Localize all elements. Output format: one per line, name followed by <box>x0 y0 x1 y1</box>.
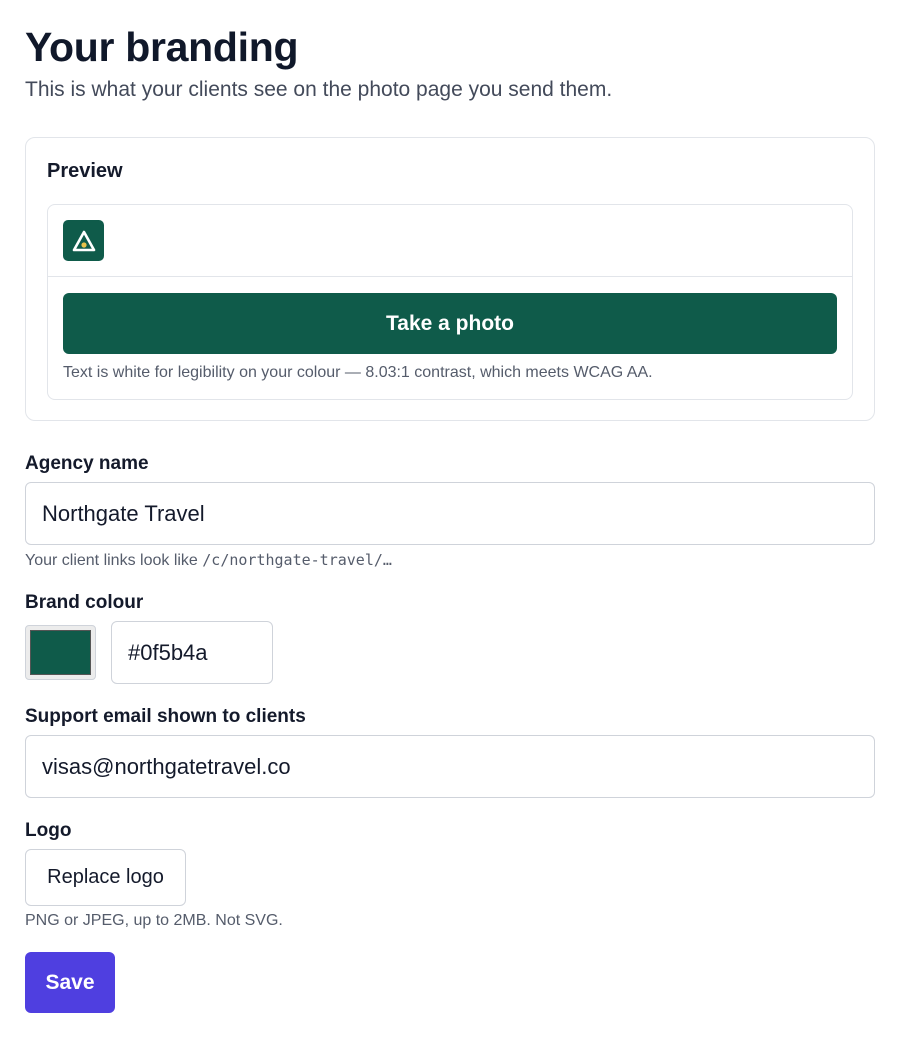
preview-frame <box>47 204 853 400</box>
brand-colour-hex-input[interactable]: #0f5b4a <box>111 621 273 684</box>
replace-logo-button[interactable]: Replace logo <box>25 849 186 906</box>
agency-link-hint <box>25 550 392 571</box>
logo-label: Logo <box>25 820 72 841</box>
support-email-label: Support email shown to clients <box>25 706 306 727</box>
agency-name-input[interactable]: Northgate Travel <box>25 482 875 545</box>
preview-heading: Preview <box>47 160 123 182</box>
logo-hint: PNG or JPEG, up to 2MB. Not SVG. <box>25 912 283 929</box>
mountain-triangle-icon <box>72 230 96 252</box>
brand-colour-label: Brand colour <box>25 592 144 613</box>
preview-header <box>48 205 852 277</box>
save-button[interactable]: Save <box>25 952 115 1013</box>
take-photo-button[interactable]: Take a photo <box>63 293 837 354</box>
agency-link-hint-text: Your client links look like <box>25 552 203 569</box>
contrast-note: Text is white for legibility on your colour — 8.03:1 contrast, which meets WCAG AA. <box>63 364 653 381</box>
support-email-input[interactable]: visas@northgatetravel.co <box>25 735 875 798</box>
brand-colour-swatch[interactable] <box>25 625 96 680</box>
agency-logo <box>63 220 104 261</box>
swatch-fill <box>30 630 91 675</box>
agency-name-label: Agency name <box>25 453 149 474</box>
page-title: Your branding <box>25 24 299 70</box>
page-subtitle: This is what your clients see on the photo page you send them. <box>25 78 613 101</box>
agency-link-path: /c/northgate-travel/… <box>202 551 392 569</box>
preview-card <box>25 137 875 421</box>
